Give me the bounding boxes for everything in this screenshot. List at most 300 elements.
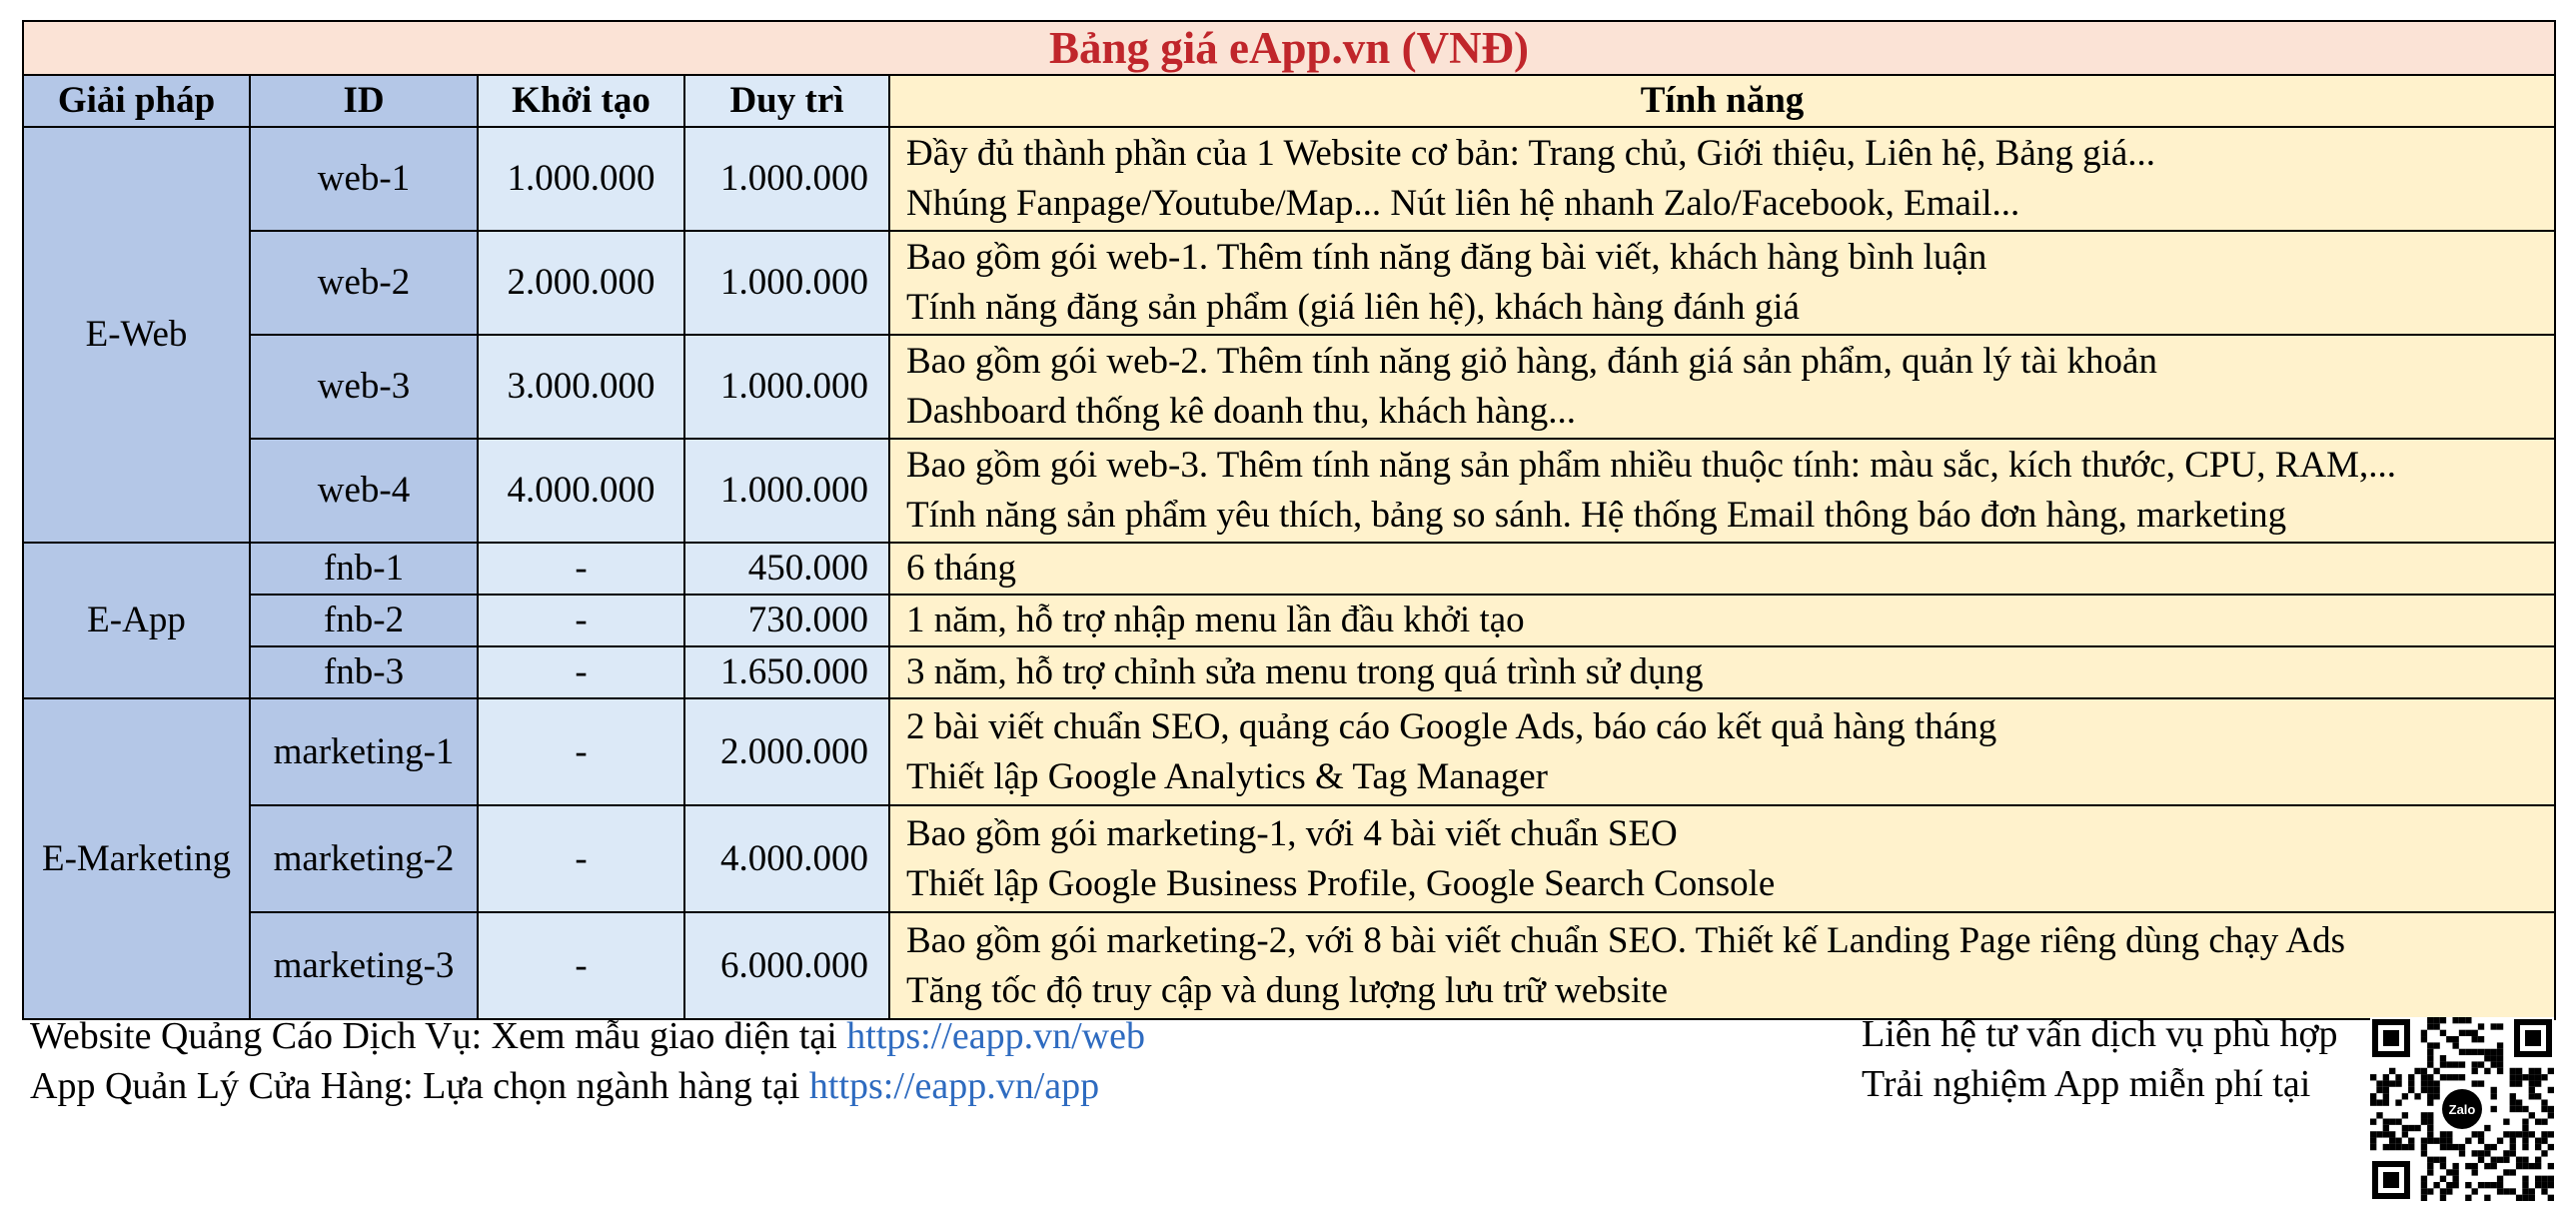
setup-price-cell: - [478,805,684,912]
qr-module [2408,1125,2414,1131]
qr-module [2484,1163,2490,1169]
qr-module [2465,1163,2471,1169]
features-cell [889,439,2555,543]
qr-module [2452,1074,2458,1080]
qr-module [2465,1017,2471,1023]
qr-module [2491,1055,2497,1061]
qr-module [2440,1055,2446,1061]
qr-module [2376,1099,2382,1105]
package-id-cell: fnb-2 [250,595,478,646]
maintain-price-cell: 4.000.000 [684,805,889,912]
footer-line-app [30,1061,1145,1111]
qr-module [2510,1068,2516,1074]
qr-module [2446,1036,2452,1042]
qr-finder-bottom-left [2372,1161,2410,1199]
web-demo-link[interactable]: https://eapp.vn/web [846,1015,1145,1057]
qr-module [2446,1169,2452,1175]
app-demo-link[interactable]: https://eapp.vn/app [808,1065,1100,1107]
package-id-cell: web-2 [250,231,478,335]
qr-module [2446,1074,2452,1080]
qr-module [2452,1182,2458,1188]
qr-module [2421,1036,2427,1042]
qr-module [2548,1106,2554,1112]
footer-links [30,1011,1145,1111]
qr-module [2510,1080,2516,1086]
maintain-price-cell: 6.000.000 [684,912,889,1019]
qr-module [2383,1087,2389,1093]
header-solution: Giải pháp [23,75,250,127]
qr-module [2535,1182,2541,1188]
qr-module [2383,1080,2389,1086]
qr-module [2516,1068,2522,1074]
qr-module [2421,1182,2427,1188]
qr-module [2516,1163,2522,1169]
qr-module [2389,1144,2395,1150]
qr-module [2491,1087,2497,1093]
qr-module [2395,1099,2401,1105]
qr-module [2427,1061,2433,1067]
qr-module [2421,1030,2427,1036]
qr-module [2427,1138,2433,1144]
package-id-cell: web-3 [250,335,478,439]
qr-module [2452,1176,2458,1182]
qr-module [2383,1099,2389,1105]
qr-module [2516,1074,2522,1080]
qr-module [2522,1176,2528,1182]
footer-app-text: App Quản Lý Cửa Hàng: Lựa chọn ngành hàng tại [30,1065,809,1107]
qr-module [2459,1061,2465,1067]
qr-module [2472,1030,2478,1036]
qr-module [2433,1017,2439,1023]
qr-module [2421,1080,2427,1086]
qr-module [2548,1182,2554,1188]
qr-module [2446,1188,2452,1194]
feature-line: Thiết lập Google Business Profile, Google Search Console [906,862,1776,904]
header-setup: Khởi tạo [478,75,684,127]
qr-module [2383,1131,2389,1137]
qr-module [2465,1182,2471,1188]
qr-module [2414,1068,2420,1074]
qr-module [2414,1125,2420,1131]
feature-line: Tăng tốc độ truy cập và dung lượng lưu trữ website [906,969,1669,1011]
qr-module [2408,1138,2414,1144]
qr-module [2535,1157,2541,1163]
qr-module [2427,1023,2433,1029]
qr-module [2522,1119,2528,1125]
qr-module [2503,1131,2509,1137]
setup-price-cell: - [478,595,684,646]
qr-module [2376,1080,2382,1086]
package-id-cell: web-1 [250,127,478,231]
qr-module [2548,1131,2554,1137]
qr-module [2459,1074,2465,1080]
qr-module [2433,1023,2439,1029]
qr-module [2522,1163,2528,1169]
qr-module [2440,1157,2446,1163]
trial-line: Trải nghiệm App miễn phí tại [1862,1063,2311,1105]
qr-module [2522,1188,2528,1194]
qr-module [2383,1144,2389,1150]
qr-module [2478,1036,2484,1042]
qr-module [2427,1087,2433,1093]
package-id-cell: web-4 [250,439,478,543]
setup-price-cell: 2.000.000 [478,231,684,335]
qr-module [2522,1138,2528,1144]
qr-module [2529,1074,2535,1080]
qr-module [2535,1163,2541,1169]
qr-module [2421,1087,2427,1093]
qr-module [2510,1138,2516,1144]
qr-module [2370,1131,2376,1137]
qr-module [2472,1163,2478,1169]
qr-module [2548,1163,2554,1169]
qr-module [2440,1030,2446,1036]
qr-module [2421,1176,2427,1182]
maintain-price-cell: 1.000.000 [684,231,889,335]
feature-line: Tính năng sản phẩm yêu thích, bảng so sánh. Hệ thống Email thông báo đơn hàng, marketing [906,495,2287,536]
qr-module [2402,1125,2408,1131]
qr-module [2427,1074,2433,1080]
qr-module [2541,1131,2547,1137]
feature-line: Bao gồm gói web-1. Thêm tính năng đăng bài viết, khách hàng bình luận [906,237,1987,278]
solution-cell: E-Web [23,127,250,543]
features-cell [889,912,2555,1019]
qr-module [2541,1188,2547,1194]
qr-module [2421,1068,2427,1074]
feature-line: Bao gồm gói marketing-1, với 4 bài viết chuẩn SEO [906,812,1678,854]
qr-module [2478,1061,2484,1067]
qr-module [2395,1080,2401,1086]
table-row [23,543,2555,595]
footer-contact [1862,1009,2338,1109]
qr-module [2440,1061,2446,1067]
qr-module [2484,1068,2490,1074]
qr-module [2503,1150,2509,1156]
qr-module [2402,1112,2408,1118]
qr-module [2383,1125,2389,1131]
qr-module [2427,1042,2433,1048]
qr-module [2548,1112,2554,1118]
qr-module [2446,1144,2452,1150]
setup-price-cell: 4.000.000 [478,439,684,543]
qr-module [2452,1144,2458,1150]
maintain-price-cell: 1.000.000 [684,439,889,543]
qr-module [2427,1163,2433,1169]
qr-module [2478,1023,2484,1029]
qr-module [2522,1182,2528,1188]
qr-module [2491,1023,2497,1029]
qr-module [2440,1144,2446,1150]
qr-module [2484,1144,2490,1150]
qr-module [2535,1074,2541,1080]
package-id-cell: marketing-1 [250,698,478,805]
qr-module [2535,1176,2541,1182]
qr-module [2491,1093,2497,1099]
qr-module [2497,1061,2503,1067]
maintain-price-cell: 450.000 [684,543,889,595]
qr-module [2440,1017,2446,1023]
qr-module [2421,1112,2427,1118]
qr-module [2408,1080,2414,1086]
qr-module [2491,1106,2497,1112]
zalo-qr-code[interactable] [2370,1017,2554,1201]
qr-module [2541,1182,2547,1188]
maintain-price-cell: 1.000.000 [684,127,889,231]
feature-line: 2 bài viết chuẩn SEO, quảng cáo Google Ads, báo cáo kết quả hàng tháng [906,705,1997,747]
qr-module [2522,1195,2528,1201]
setup-price-cell: 3.000.000 [478,335,684,439]
features-cell [889,805,2555,912]
qr-module [2421,1138,2427,1144]
qr-module [2541,1150,2547,1156]
qr-module [2427,1131,2433,1137]
qr-module [2408,1144,2414,1150]
qr-module [2427,1112,2433,1118]
setup-price-cell: - [478,543,684,595]
qr-module [2529,1087,2535,1093]
qr-module [2491,1182,2497,1188]
qr-module [2440,1138,2446,1144]
qr-module [2535,1144,2541,1150]
qr-module [2472,1188,2478,1194]
header-maintain: Duy trì [684,75,889,127]
qr-module [2529,1195,2535,1201]
table-row [23,595,2555,646]
qr-module [2472,1061,2478,1067]
table-row [23,646,2555,698]
table-row [23,231,2555,335]
qr-module [2541,1074,2547,1080]
qr-module [2529,1093,2535,1099]
qr-module [2421,1074,2427,1080]
qr-module [2484,1125,2490,1131]
qr-module [2440,1176,2446,1182]
qr-module [2497,1049,2503,1055]
qr-module [2510,1188,2516,1194]
feature-line: Thiết lập Google Analytics & Tag Manager [906,755,1549,797]
qr-module [2478,1049,2484,1055]
qr-module [2541,1099,2547,1105]
qr-module [2389,1119,2395,1125]
package-id-cell: marketing-2 [250,805,478,912]
qr-module [2472,1169,2478,1175]
qr-module [2478,1131,2484,1137]
setup-price-cell: - [478,646,684,698]
qr-module [2535,1093,2541,1099]
qr-module [2510,1093,2516,1099]
table-row [23,439,2555,543]
qr-module [2522,1157,2528,1163]
qr-module [2427,1055,2433,1061]
qr-module [2427,1099,2433,1105]
qr-module [2491,1061,2497,1067]
maintain-price-cell: 2.000.000 [684,698,889,805]
qr-module [2548,1068,2554,1074]
qr-module [2452,1017,2458,1023]
qr-module [2421,1119,2427,1125]
setup-price-cell: 1.000.000 [478,127,684,231]
package-id-cell: marketing-3 [250,912,478,1019]
qr-module [2427,1157,2433,1163]
solution-cell: E-App [23,543,250,698]
qr-module [2522,1131,2528,1137]
solution-cell: E-Marketing [23,698,250,1019]
qr-module [2408,1074,2414,1080]
qr-module [2497,1188,2503,1194]
qr-module [2446,1138,2452,1144]
qr-module [2503,1157,2509,1163]
qr-module [2395,1138,2401,1144]
qr-module [2452,1163,2458,1169]
header-features: Tính năng [889,75,2555,127]
qr-module [2433,1042,2439,1048]
qr-module [2516,1099,2522,1105]
table-title: Bảng giá eApp.vn (VNĐ) [23,21,2555,75]
features-cell [889,646,2555,698]
qr-module [2433,1080,2439,1086]
qr-module [2484,1150,2490,1156]
feature-line: Đầy đủ thành phần của 1 Website cơ bản: Trang chủ, Giới thiệu, Liên hệ, Bảng giá... [906,133,2156,174]
qr-module [2497,1042,2503,1048]
qr-module [2433,1068,2439,1074]
qr-module [2484,1195,2490,1201]
qr-module [2541,1119,2547,1125]
features-cell [889,127,2555,231]
qr-module [2421,1188,2427,1194]
feature-line: Tính năng đăng sản phẩm (giá liên hệ), khách hàng đánh giá [906,287,1800,328]
qr-module [2465,1049,2471,1055]
qr-module [2497,1182,2503,1188]
qr-module [2370,1074,2376,1080]
footer-line-web [30,1011,1145,1061]
maintain-price-cell: 730.000 [684,595,889,646]
table-row [23,127,2555,231]
footer-web-text: Website Quảng Cáo Dịch Vụ: Xem mẫu giao diện tại [30,1015,847,1057]
price-table [22,20,2556,1020]
qr-module [2535,1119,2541,1125]
qr-module [2535,1068,2541,1074]
features-cell [889,543,2555,595]
qr-module [2427,1125,2433,1131]
qr-module [2446,1061,2452,1067]
qr-module [2503,1119,2509,1125]
qr-module [2402,1131,2408,1137]
qr-module [2427,1188,2433,1194]
qr-module [2408,1087,2414,1093]
qr-module [2465,1195,2471,1201]
features-cell [889,698,2555,805]
qr-module [2497,1055,2503,1061]
qr-finder-top-left [2372,1019,2410,1057]
qr-module [2440,1074,2446,1080]
qr-module [2370,1138,2376,1144]
feature-line: Bao gồm gói web-3. Thêm tính năng sản phẩm nhiều thuộc tính: màu sắc, kích thước, CPU, RAM,... [906,445,2397,486]
qr-module [2440,1163,2446,1169]
qr-module [2510,1106,2516,1112]
qr-module [2535,1138,2541,1144]
qr-module [2459,1017,2465,1023]
qr-module [2478,1150,2484,1156]
qr-module [2510,1131,2516,1137]
feature-line: 6 tháng [906,548,1016,589]
qr-module [2383,1093,2389,1099]
features-cell [889,595,2555,646]
qr-module [2497,1023,2503,1029]
qr-module [2459,1030,2465,1036]
qr-module [2446,1182,2452,1188]
header-id: ID [250,75,478,127]
qr-module [2421,1150,2427,1156]
qr-module [2452,1169,2458,1175]
qr-module [2510,1169,2516,1175]
qr-module [2389,1131,2395,1137]
table-row [23,698,2555,805]
qr-module [2510,1150,2516,1156]
qr-module [2440,1188,2446,1194]
qr-module [2522,1074,2528,1080]
qr-module [2491,1163,2497,1169]
qr-module [2433,1087,2439,1093]
qr-module [2427,1093,2433,1099]
qr-module [2427,1080,2433,1086]
qr-module [2529,1131,2535,1137]
table-row [23,335,2555,439]
qr-module [2440,1195,2446,1201]
qr-module [2503,1188,2509,1194]
qr-module [2522,1106,2528,1112]
feature-line: 3 năm, hỗ trợ chỉnh sửa menu trong quá trình sử dụng [906,651,1704,692]
qr-module [2516,1106,2522,1112]
qr-module [2484,1055,2490,1061]
qr-module [2497,1138,2503,1144]
qr-module [2402,1093,2408,1099]
setup-price-cell: - [478,698,684,805]
qr-module [2472,1131,2478,1137]
qr-module [2472,1150,2478,1156]
qr-module [2516,1080,2522,1086]
qr-module [2440,1131,2446,1137]
qr-module [2503,1169,2509,1175]
qr-module [2516,1195,2522,1201]
qr-module [2389,1068,2395,1074]
qr-module [2529,1163,2535,1169]
qr-module [2414,1093,2420,1099]
qr-module [2370,1099,2376,1105]
qr-module [2459,1150,2465,1156]
qr-module [2491,1157,2497,1163]
qr-module [2484,1182,2490,1188]
feature-line: Bao gồm gói web-2. Thêm tính năng giỏ hàng, đánh giá sản phẩm, quản lý tài khoản [906,341,2157,382]
maintain-price-cell: 1.650.000 [684,646,889,698]
qr-module [2395,1074,2401,1080]
qr-module [2433,1157,2439,1163]
qr-module [2535,1080,2541,1086]
qr-module [2433,1182,2439,1188]
features-cell [889,335,2555,439]
qr-module [2459,1144,2465,1150]
qr-module [2541,1106,2547,1112]
contact-line: Liên hệ tư vấn dịch vụ phù hợp [1862,1013,2338,1055]
qr-module [2497,1157,2503,1163]
qr-module [2427,1049,2433,1055]
qr-module [2548,1176,2554,1182]
qr-module [2383,1074,2389,1080]
qr-module [2516,1131,2522,1137]
qr-module [2395,1119,2401,1125]
qr-module [2389,1138,2395,1144]
zalo-logo-label: Zalo [2448,1102,2476,1117]
qr-module [2376,1087,2382,1093]
